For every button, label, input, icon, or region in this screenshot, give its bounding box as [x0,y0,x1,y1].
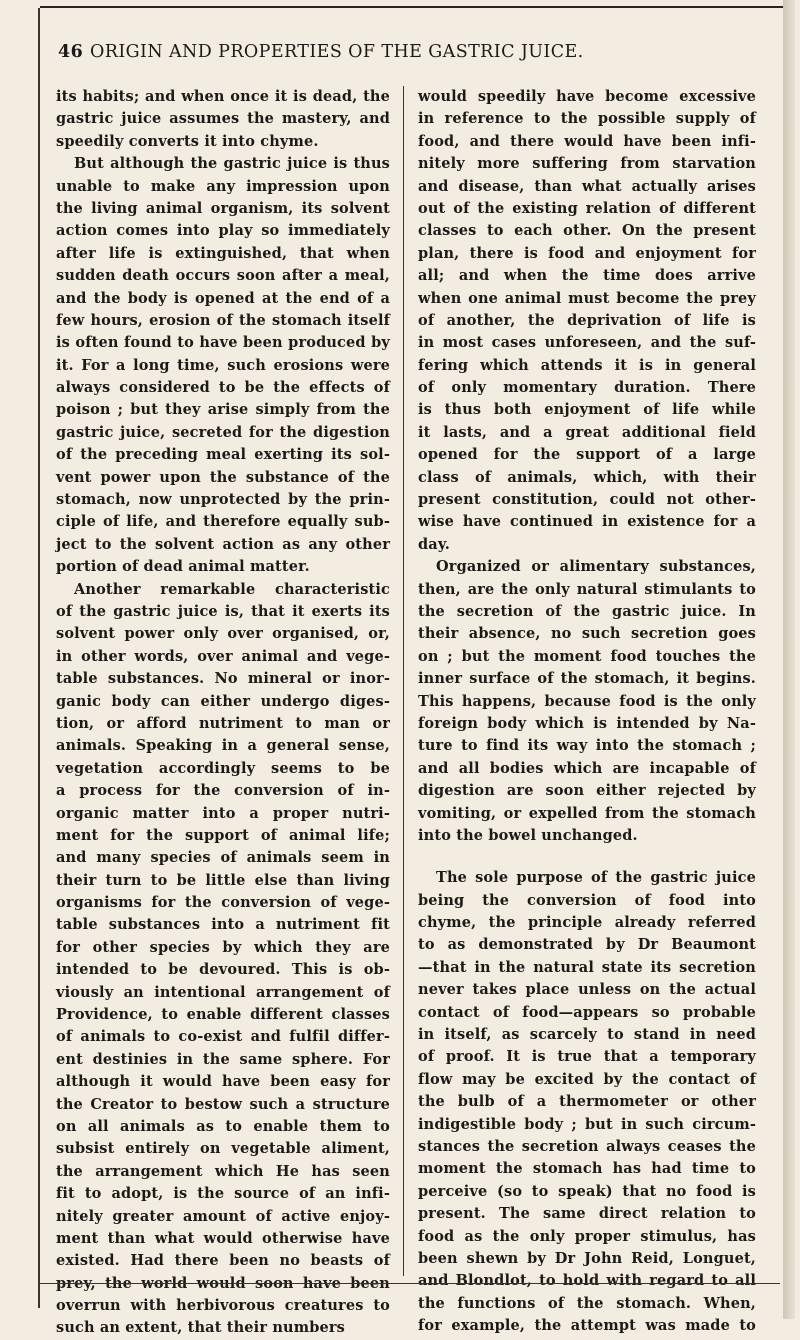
text-line: been shewn by Dr John Reid, Longuet, [418,1249,756,1267]
text-line: fering which attends it is in general [418,356,756,374]
text-line: organisms for the conversion of vege- [56,894,390,912]
text-line: of another, the deprivation of life is [418,311,756,329]
text-line: in reference to the possible supply of [418,110,756,128]
running-header [58,42,778,68]
text-line: table substances. No mineral or inor- [56,670,390,688]
text-line: of animals to co-exist and fulfil differ- [56,1028,390,1046]
text-line: is thus both enjoyment of life while [418,401,756,419]
text-line: vomiting, or expelled from the stomach [418,804,756,822]
text-line: tion, or afford nutriment to man or [56,714,390,732]
text-line: ject to the solvent action as any other [56,535,390,553]
text-line: of the gastric juice is, that it exerts its [56,602,390,620]
text-line: chyme, the principle already referred [418,914,756,932]
text-line: speedily converts it into chyme. [56,132,319,150]
text-line: on all animals as to enable them to [56,1117,390,1135]
text-line: existed. Had there been no beasts of [56,1252,390,1270]
text-line: after life is extinguished, that when [56,244,390,262]
text-line: for other species by which they are [56,938,390,956]
text-line: classes to each other. On the present [418,222,756,240]
text-line: being the conversion of food into [418,891,756,909]
text-line: and Blondlot, to hold with regard to all [418,1272,756,1290]
text-line: out of the existing relation of different [418,199,756,217]
text-line: into the bowel unchanged. [418,826,638,844]
text-line: the functions of the stomach. When, [418,1294,756,1312]
text-line: their absence, no such secretion goes [418,625,756,643]
text-line: indigestible body ; but in such circum- [418,1115,756,1133]
text-line: contact of food—appears so probable [418,1003,756,1021]
page-number: 46 [58,42,84,62]
text-line: class of animals, which, with their [418,468,756,486]
text-line: the arrangement which He has seen [56,1162,390,1180]
text-line: unable to make any impression upon [56,177,390,195]
text-line: of proof. It is true that a temporary [418,1048,756,1066]
text-line: all; and when the time does arrive [418,267,756,285]
text-line: present. The same direct relation to [418,1205,756,1223]
text-line: overrun with herbivorous creatures to [56,1297,390,1315]
text-line: nitely greater amount of active enjoy- [56,1207,390,1225]
bottom-rule [40,1283,780,1284]
text-line: opened for the support of a large [418,446,756,464]
text-line: poison ; but they arise simply from the [56,401,390,419]
text-line: of only momentary duration. There [418,379,756,397]
text-line: the Creator to bestow such a structure [56,1095,390,1113]
text-line: nitely more suffering from starvation [418,155,756,173]
text-line: moment the stomach has had time to [418,1160,756,1178]
text-line: —that in the natural state its secretion [418,958,756,976]
text-line: ent destinies in the same sphere. For [56,1050,390,1068]
text-line: action comes into play so immediately [56,222,390,240]
text-line: digestion are soon either rejected by [418,782,756,800]
text-line: a process for the conversion of in- [56,782,390,800]
text-line: in most cases unforeseen, and the suf- [418,334,756,352]
text-line: the bulb of a thermometer or other [418,1093,756,1111]
text-line: food, and there would have been infi- [418,132,756,150]
page-left-edge [38,8,40,1308]
text-line: ciple of life, and therefore equally sub- [56,513,390,531]
text-line: it lasts, and a great additional field [418,423,756,441]
text-line: portion of dead animal matter. [56,558,310,576]
text-line: and many species of animals seem in [56,849,390,867]
text-line: ganic body can either undergo diges- [56,692,390,710]
text-line: ment for the support of animal life; [56,826,390,844]
running-title: ORIGIN AND PROPERTIES OF THE GASTRIC JUICE. [90,42,584,62]
text-line: But although the gastric juice is thus [74,155,390,173]
text-line: Providence, to enable different classes [56,1006,390,1024]
text-line: ment than what would otherwise have [56,1229,390,1247]
text-line: in other words, over animal and vege- [56,647,390,665]
text-line: perceive (so to speak) that no food is [418,1182,756,1200]
text-line: fit to adopt, is the source of an infi- [56,1185,390,1203]
text-line: stances the secretion always ceases the [418,1137,756,1155]
text-line: few hours, erosion of the stomach itself [56,311,390,329]
text-line: organic matter into a proper nutri- [56,804,390,822]
text-line: ture to find its way into the stomach ; [418,737,756,755]
text-line: never takes place unless on the actual [418,981,756,999]
text-line: of the preceding meal exerting its sol- [56,446,390,464]
text-line: in itself, as scarcely to stand in need [418,1026,756,1044]
text-line: its habits; and when once it is dead, the [56,88,390,105]
text-line: always considered to be the effects of [56,379,390,397]
left-text-column [56,86,390,1337]
text-line: food as the only proper stimulus, has [418,1227,756,1245]
text-line: and all bodies which are incapable of [418,759,756,777]
text-line: foreign body which is intended by Na- [418,714,756,732]
text-line: would speedily have become excessive [418,88,756,105]
text-line: and disease, than what actually arises [418,177,756,195]
text-line: wise have continued in existence for a [418,513,756,531]
text-line: solvent power only over organised, or, [56,625,390,643]
text-line: This happens, because food is the only [418,692,756,710]
text-line: the secretion of the gastric juice. In [418,602,756,620]
text-line: gastric juice assumes the mastery, and [56,110,390,128]
text-line: prey, the world would soon have been [56,1274,390,1292]
text-line: table substances into a nutriment fit [56,916,390,934]
text-line: when one animal must become the prey [418,289,756,307]
text-line: The sole purpose of the gastric juice [436,869,756,887]
text-line: intended to be devoured. This is ob- [56,961,390,979]
right-text-column [418,86,756,1335]
text-line: viously an intentional arrangement of [56,983,390,1001]
top-rule [40,6,788,8]
text-line: sudden death occurs soon after a meal, [56,267,390,285]
text-line: to as demonstrated by Dr Beaumont [418,936,756,954]
text-line: subsist entirely on vegetable aliment, [56,1140,390,1158]
text-line: inner surface of the stomach, it begins. [418,670,756,688]
text-line: present constitution, could not other- [418,491,756,509]
text-line: then, are the only natural stimulants to [418,580,756,598]
text-line: gastric juice, secreted for the digestion [56,423,390,441]
text-line: it. For a long time, such erosions were [56,356,390,374]
text-line: animals. Speaking in a general sense, [56,737,390,755]
text-line: stomach, now unprotected by the prin- [56,491,390,509]
text-line: flow may be excited by the contact of [418,1070,756,1088]
text-line: although it would have been easy for [56,1073,390,1091]
text-line: plan, there is food and enjoyment for [418,244,756,262]
page-right-edge [783,0,795,1319]
text-line: such an extent, that their numbers [56,1319,345,1337]
text-line: their turn to be little else than living [56,871,390,889]
text-line: is often found to have been produced by [56,334,390,352]
text-line: vent power upon the substance of the [56,468,390,486]
text-line: Organized or alimentary substances, [436,558,756,576]
text-line: the living animal organism, its solvent [56,199,390,217]
text-line: on ; but the moment food touches the [418,647,756,665]
column-divider [403,86,404,1276]
text-line: and the body is opened at the end of a [56,289,390,307]
text-line: vegetation accordingly seems to be [56,759,390,777]
text-line: day. [418,535,450,553]
text-line: for example, the attempt was made to [418,1317,756,1335]
text-line: Another remarkable characteristic [74,580,390,598]
